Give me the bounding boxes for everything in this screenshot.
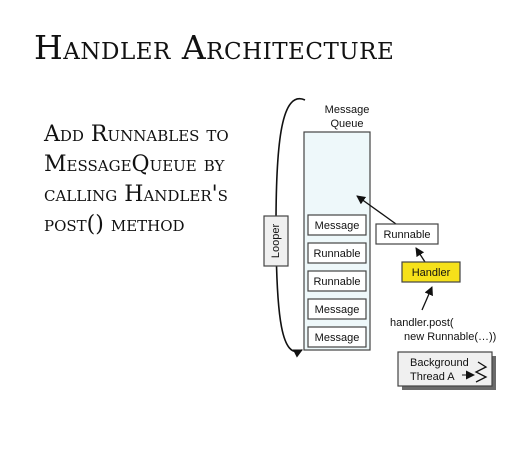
queue-item	[308, 327, 366, 347]
body-line: Add Runnables to	[44, 122, 229, 147]
queue-label-line1: Message	[324, 104, 370, 116]
body-line: post() method	[44, 212, 185, 237]
queue-label-line2: Queue	[330, 118, 364, 130]
slide-title: Handler Architecture	[34, 28, 395, 67]
queue-item-label: Runnable	[313, 276, 361, 288]
queue-item-label: Message	[314, 304, 360, 316]
queue-item-label: Runnable	[313, 248, 361, 260]
queue-item-label: Message	[314, 220, 360, 232]
body-line: calling Handler's	[44, 182, 228, 207]
handler-label: Handler	[411, 267, 451, 279]
queue-item	[308, 215, 366, 235]
thread-label-line2: Thread A	[410, 371, 455, 383]
post-to-handler-arrow	[422, 287, 432, 310]
looper-label: Looper	[270, 223, 282, 259]
post-call-line2: new Runnable(…))	[404, 331, 497, 343]
post-call-line1: handler.post(	[390, 317, 454, 329]
incoming-runnable-box	[376, 224, 438, 244]
background-thread-box	[398, 352, 496, 390]
queue-item	[308, 299, 366, 319]
body-line: MessageQueue by	[44, 152, 225, 177]
handler-box	[402, 262, 460, 282]
thread-label-line1: Background	[410, 357, 469, 369]
queue-item	[308, 271, 366, 291]
queue-item-label: Message	[314, 332, 360, 344]
handler-to-runnable-arrow	[416, 248, 425, 262]
queue-item	[308, 243, 366, 263]
incoming-runnable-label: Runnable	[383, 229, 431, 241]
